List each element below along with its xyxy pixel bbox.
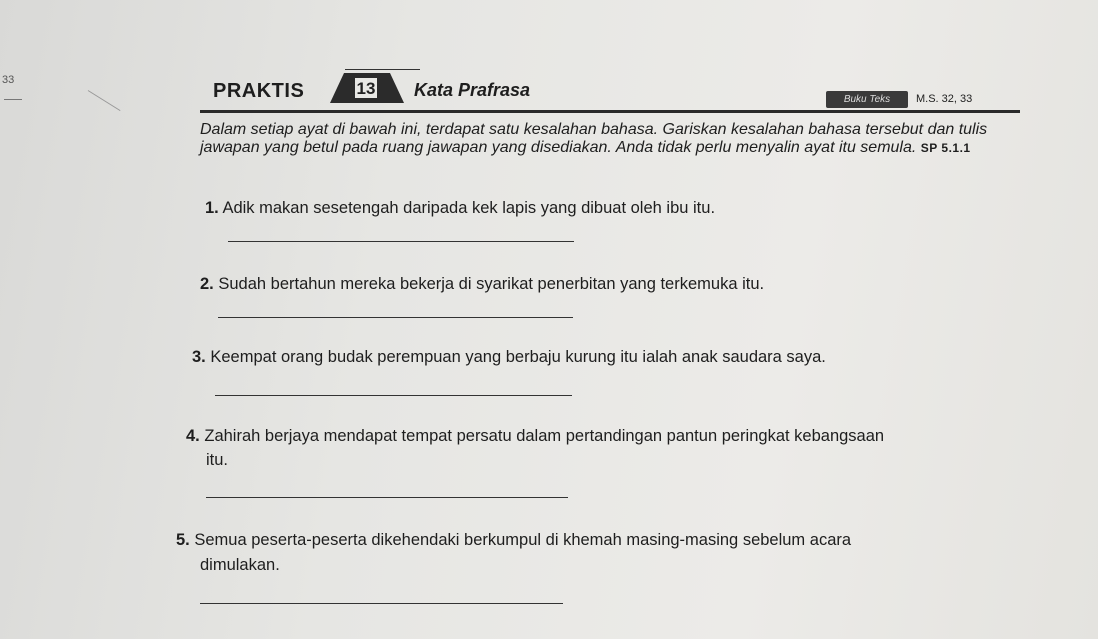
section-title: Kata Prafrasa <box>414 80 531 100</box>
answer-line-3[interactable] <box>215 395 572 396</box>
question-text: itu. <box>206 451 229 469</box>
svg-text:13: 13 <box>356 79 376 98</box>
question-text: dimulakan. <box>200 556 280 574</box>
question-text: Adik makan sesetengah daripada kek lapis yang dibuat oleh ibu itu. <box>222 199 716 217</box>
book-tag: Buku Teks <box>826 91 908 108</box>
page-reference: M.S. 32, 33 <box>916 93 973 105</box>
question-5 <box>176 528 851 553</box>
pencil-mark <box>88 90 121 111</box>
exercise-number-badge <box>330 71 404 105</box>
praktis-label: PRAKTIS <box>213 80 305 102</box>
instructions-text: Dalam setiap ayat di bawah ini, terdapat satu kesalahan bahasa. Gariskan kesalahan bahasa tersebut dan tulis jawapan yang betul pada ruang jawapan yang disediakan. Anda tidak perlu menyalin ayat itu semula. <box>200 121 988 156</box>
answer-line-2[interactable] <box>218 317 573 318</box>
answer-line-4[interactable] <box>206 497 568 498</box>
page-number-underline <box>4 99 22 100</box>
question-4 <box>186 424 884 449</box>
question-4-line-2 <box>206 448 228 473</box>
question-number: 4. <box>186 427 200 445</box>
header-rule <box>200 110 1020 113</box>
question-3 <box>192 345 826 370</box>
header-top-rule <box>345 69 420 70</box>
question-1 <box>205 196 715 221</box>
answer-line-5[interactable] <box>200 603 563 604</box>
question-text: Zahirah berjaya mendapat tempat persatu dalam pertandingan pantun peringkat kebangsaan <box>204 427 885 445</box>
question-2 <box>200 272 764 297</box>
question-number: 1. <box>205 199 219 217</box>
question-text: Semua peserta-peserta dikehendaki berkumpul di khemah masing-masing sebelum acara <box>194 531 852 549</box>
question-5-line-2 <box>200 553 280 578</box>
page-number: 33 <box>2 74 15 86</box>
standard-code: SP 5.1.1 <box>920 141 971 155</box>
question-number: 2. <box>200 275 214 293</box>
answer-line-1[interactable] <box>228 241 574 242</box>
instructions <box>200 121 1000 157</box>
question-number: 3. <box>192 348 206 366</box>
question-number: 5. <box>176 531 190 549</box>
question-text: Sudah bertahun mereka bekerja di syarikat penerbitan yang terkemuka itu. <box>218 275 765 293</box>
question-text: Keempat orang budak perempuan yang berbaju kurung itu ialah anak saudara saya. <box>210 348 826 366</box>
